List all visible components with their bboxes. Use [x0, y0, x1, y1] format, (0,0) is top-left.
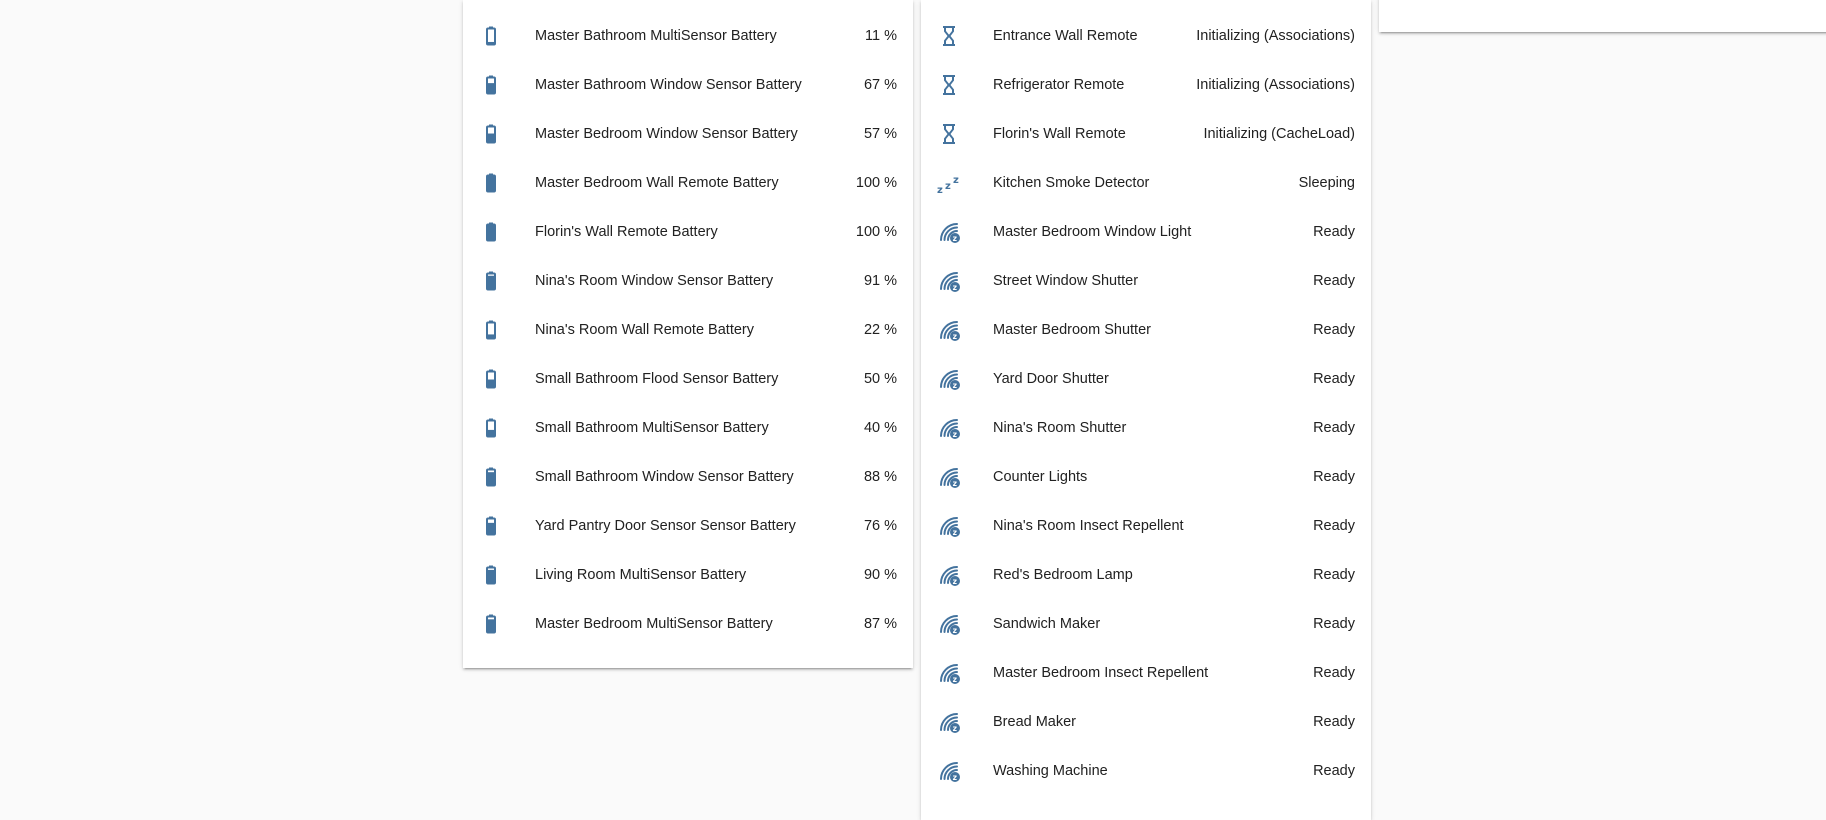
entity-row[interactable] [921, 649, 1371, 698]
entity-state: Initializing (CacheLoad) [1203, 126, 1355, 142]
entity-name[interactable]: Master Bathroom Window Sensor Battery [535, 77, 802, 93]
entity-state: Initializing (Associations) [1196, 28, 1355, 44]
svg-text:z: z [952, 381, 957, 390]
entity-name[interactable]: Master Bedroom MultiSensor Battery [535, 616, 773, 632]
entity-name[interactable]: Florin's Wall Remote [993, 126, 1126, 142]
entity-state: Ready [1313, 714, 1355, 730]
entity-state: Sleeping [1298, 175, 1355, 191]
hourglass-icon [937, 122, 961, 146]
entity-row[interactable] [463, 12, 913, 61]
zwave-icon [937, 220, 961, 244]
zwave-icon [937, 710, 961, 734]
entity-row[interactable] [463, 453, 913, 502]
entity-name[interactable]: Small Bathroom Flood Sensor Battery [535, 371, 779, 387]
battery-icon [479, 612, 503, 636]
battery-icon [479, 465, 503, 489]
zwave-icon [937, 465, 961, 489]
entity-state: 50 % [863, 371, 897, 387]
battery-icon [479, 73, 503, 97]
svg-text:z: z [952, 577, 957, 586]
entity-state: Ready [1313, 371, 1355, 387]
entity-name[interactable]: Bread Maker [993, 714, 1077, 730]
entity-state: Ready [1313, 567, 1355, 583]
zwave-icon [937, 759, 961, 783]
svg-text:z: z [952, 724, 957, 733]
svg-text:z: z [945, 181, 951, 192]
entity-name[interactable]: Small Bathroom Window Sensor Battery [535, 469, 794, 485]
entity-name[interactable]: Small Bathroom MultiSensor Battery [535, 420, 769, 436]
entity-state: Ready [1313, 224, 1355, 240]
entity-name[interactable]: Nina's Room Insect Repellent [993, 518, 1184, 534]
partial-card [1379, 0, 1826, 32]
zwave-icon [937, 318, 961, 342]
entity-row[interactable] [921, 747, 1371, 796]
entity-row[interactable] [463, 502, 913, 551]
zwave-icon [937, 563, 961, 587]
zwave-icon [937, 269, 961, 293]
entity-name[interactable]: Red's Bedroom Lamp [993, 567, 1133, 583]
entity-row[interactable] [463, 159, 913, 208]
entity-row[interactable] [921, 551, 1371, 600]
svg-text:z: z [952, 675, 957, 684]
entity-state: Ready [1313, 616, 1355, 632]
entity-state: 88 % [863, 469, 897, 485]
entity-name[interactable]: Counter Lights [993, 469, 1088, 485]
entity-name[interactable]: Master Bedroom Window Light [993, 224, 1192, 240]
entity-name[interactable]: Nina's Room Shutter [993, 420, 1127, 436]
entity-name[interactable]: Entrance Wall Remote [993, 28, 1138, 44]
zwave-entity-list [921, 0, 1371, 796]
entity-row[interactable] [921, 453, 1371, 502]
zwave-card [921, 0, 1371, 820]
entity-row[interactable] [921, 355, 1371, 404]
entity-name[interactable]: Master Bedroom Wall Remote Battery [535, 175, 779, 191]
entity-row[interactable] [921, 502, 1371, 551]
entity-state: 11 % [865, 28, 897, 44]
battery-icon [479, 220, 503, 244]
battery-icon [479, 416, 503, 440]
battery-entity-list [463, 0, 913, 649]
entity-state: Ready [1313, 665, 1355, 681]
entity-name[interactable]: Yard Pantry Door Sensor Sensor Battery [535, 518, 796, 534]
zwave-icon [937, 661, 961, 685]
entity-row[interactable] [921, 208, 1371, 257]
entity-state: Ready [1313, 763, 1355, 779]
zwave-icon [937, 612, 961, 636]
entity-row[interactable] [463, 551, 913, 600]
entity-state: Ready [1313, 469, 1355, 485]
zwave-icon [937, 367, 961, 391]
entity-name[interactable]: Nina's Room Window Sensor Battery [535, 273, 774, 289]
entity-name[interactable]: Nina's Room Wall Remote Battery [535, 322, 754, 338]
hourglass-icon [937, 24, 961, 48]
entity-state: 67 % [863, 77, 897, 93]
entity-name[interactable]: Sandwich Maker [993, 616, 1101, 632]
svg-text:z: z [952, 626, 957, 635]
entity-row[interactable] [463, 355, 913, 404]
entity-state: 57 % [863, 126, 897, 142]
svg-text:z: z [952, 332, 957, 341]
entity-state: Ready [1313, 273, 1355, 289]
entity-row[interactable] [921, 404, 1371, 453]
entity-state: Ready [1313, 420, 1355, 436]
battery-icon [479, 122, 503, 146]
entity-state: Ready [1313, 518, 1355, 534]
svg-text:z: z [952, 430, 957, 439]
battery-icon [479, 269, 503, 293]
entity-row[interactable] [921, 12, 1371, 61]
entity-state: 100 % [855, 175, 897, 191]
entity-row[interactable] [463, 61, 913, 110]
entity-name[interactable]: Yard Door Shutter [993, 371, 1109, 387]
entity-row[interactable] [463, 404, 913, 453]
battery-icon [479, 367, 503, 391]
entity-name[interactable]: Washing Machine [993, 763, 1108, 779]
hourglass-icon [937, 73, 961, 97]
entity-row[interactable] [921, 61, 1371, 110]
entity-name[interactable]: Master Bedroom Window Sensor Battery [535, 126, 798, 142]
entity-state: 40 % [863, 420, 897, 436]
entity-name[interactable]: Florin's Wall Remote Battery [535, 224, 718, 240]
entity-row[interactable] [921, 698, 1371, 747]
entity-name[interactable]: Refrigerator Remote [993, 77, 1125, 93]
battery-icon [479, 171, 503, 195]
battery-icon [479, 563, 503, 587]
battery-icon [479, 24, 503, 48]
svg-text:z: z [953, 175, 959, 186]
entity-state: 76 % [863, 518, 897, 534]
entity-name[interactable]: Master Bedroom Shutter [993, 322, 1151, 338]
entity-state: Initializing (Associations) [1196, 77, 1355, 93]
entity-row[interactable] [921, 600, 1371, 649]
entity-state: Ready [1313, 322, 1355, 338]
svg-text:z: z [952, 283, 957, 292]
svg-text:z: z [937, 185, 943, 195]
entity-row[interactable] [921, 159, 1371, 208]
svg-text:z: z [952, 773, 957, 782]
zwave-icon [937, 416, 961, 440]
entity-row[interactable] [463, 600, 913, 649]
entity-row[interactable] [463, 110, 913, 159]
svg-text:z: z [952, 528, 957, 537]
svg-text:z: z [952, 234, 957, 243]
battery-icon [479, 318, 503, 342]
entity-row[interactable] [463, 306, 913, 355]
entity-row[interactable] [921, 257, 1371, 306]
entity-name[interactable]: Master Bedroom Insect Repellent [993, 665, 1209, 681]
entity-state: 87 % [863, 616, 897, 632]
battery-icon [479, 514, 503, 538]
entity-state: 90 % [863, 567, 897, 583]
entity-row[interactable] [921, 110, 1371, 159]
entity-row[interactable] [463, 257, 913, 306]
sleep-icon [937, 171, 961, 195]
entity-name[interactable]: Master Bathroom MultiSensor Battery [535, 28, 777, 44]
battery-card [463, 0, 913, 668]
entity-name[interactable]: Living Room MultiSensor Battery [535, 567, 747, 583]
entity-name[interactable]: Street Window Shutter [993, 273, 1139, 289]
entity-state: 22 % [863, 322, 897, 338]
entity-name[interactable]: Kitchen Smoke Detector [993, 175, 1150, 191]
entity-state: 91 % [863, 273, 897, 289]
entity-state: 100 % [855, 224, 897, 240]
entity-row[interactable] [463, 208, 913, 257]
entity-row[interactable] [921, 306, 1371, 355]
svg-text:z: z [952, 479, 957, 488]
zwave-icon [937, 514, 961, 538]
